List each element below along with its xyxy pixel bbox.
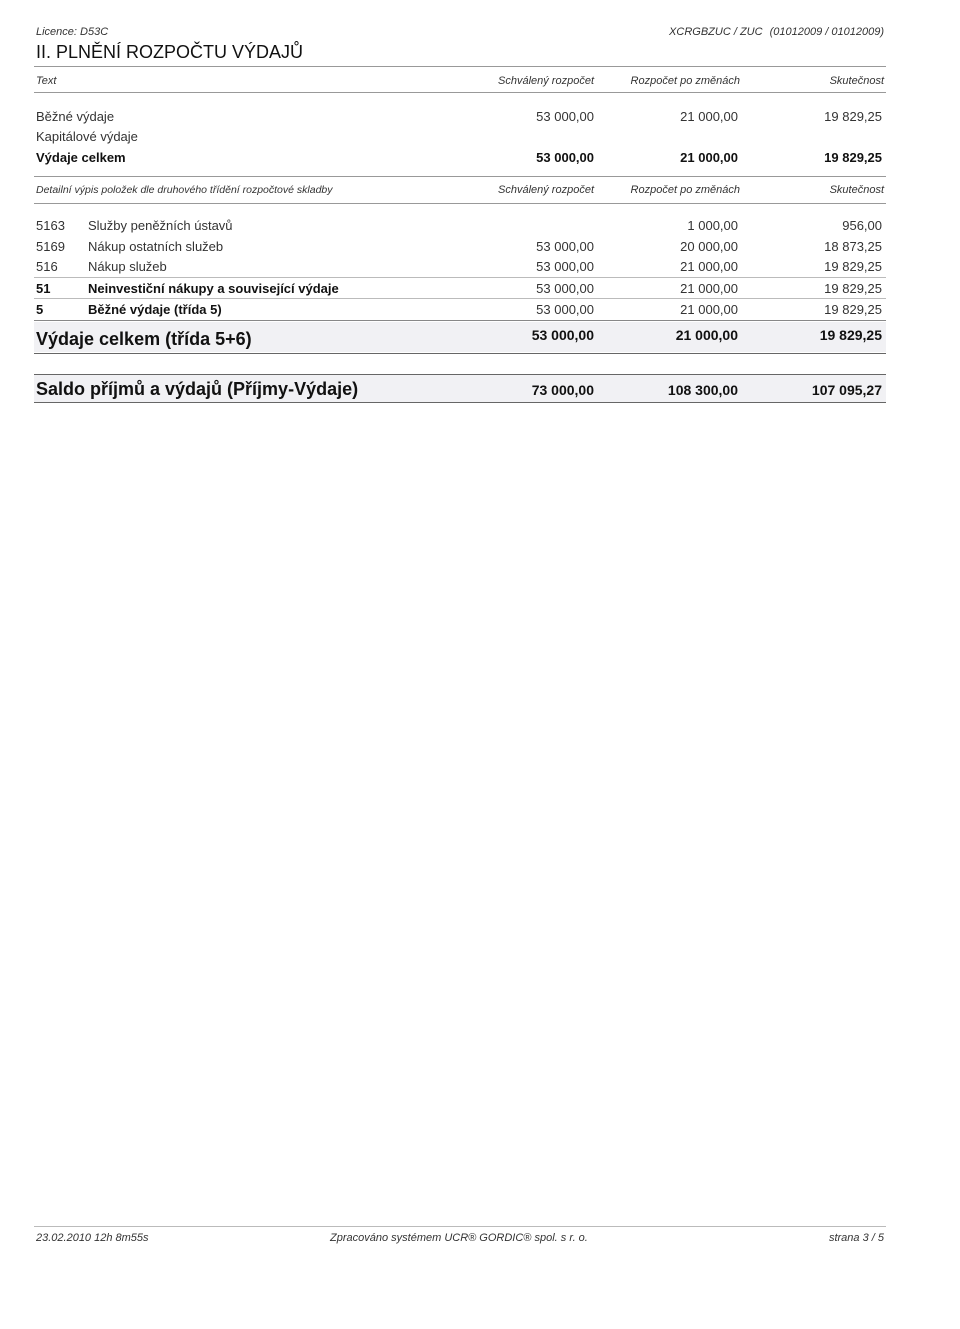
saldo-approved: 73 000,00 — [531, 382, 594, 398]
row-label: Neinvestiční nákupy a související výdaje — [88, 281, 339, 296]
col-header-modified: Rozpočet po změnách — [630, 75, 740, 87]
row-code: 516 — [36, 259, 58, 274]
row-label: Běžné výdaje (třída 5) — [88, 302, 222, 317]
row-actual: 18 873,25 — [824, 239, 882, 254]
row-label: Služby peněžních ústavů — [88, 218, 233, 233]
row-approved: 53 000,00 — [536, 302, 594, 317]
report-code-value: XCRGBZUC / ZUC — [669, 26, 763, 38]
total-actual: 19 829,25 — [819, 327, 882, 343]
report-period: (01012009 / 01012009) — [769, 26, 884, 38]
summary-label: Kapitálové výdaje — [36, 129, 138, 144]
col-header-approved: Schválený rozpočet — [498, 75, 594, 87]
page-title: II. PLNĚNÍ ROZPOČTU VÝDAJŮ — [36, 42, 304, 62]
row-code: 51 — [36, 281, 51, 296]
saldo-modified: 108 300,00 — [667, 382, 738, 398]
detail-header-actual: Skutečnost — [829, 184, 884, 196]
row-code: 5169 — [36, 239, 65, 254]
total-approved: 53 000,00 — [531, 327, 594, 343]
row-modified: 1 000,00 — [687, 218, 738, 233]
summary-label: Výdaje celkem — [36, 150, 126, 165]
col-header-actual: Skutečnost — [829, 75, 884, 87]
summary-approved: 53 000,00 — [536, 150, 594, 165]
row-label: Nákup ostatních služeb — [88, 239, 224, 254]
row-actual: 19 829,25 — [824, 281, 882, 296]
row-actual: 19 829,25 — [824, 259, 882, 274]
licence-label: Licence: D53C — [36, 26, 109, 38]
row-actual: 956,00 — [842, 218, 882, 233]
row-code: 5163 — [36, 218, 65, 233]
row-approved: 53 000,00 — [536, 239, 594, 254]
row-modified: 21 000,00 — [680, 281, 738, 296]
footer-timestamp: 23.02.2010 12h 8m55s — [36, 1232, 149, 1244]
summary-label: Běžné výdaje — [36, 109, 115, 124]
summary-modified: 21 000,00 — [680, 109, 738, 124]
detail-header-modified: Rozpočet po změnách — [630, 184, 740, 196]
row-approved: 53 000,00 — [536, 259, 594, 274]
col-header-text: Text — [36, 75, 57, 87]
saldo-label: Saldo příjmů a výdajů (Příjmy-Výdaje) — [36, 379, 359, 399]
footer-page-number: strana 3 / 5 — [828, 1232, 884, 1244]
row-actual: 19 829,25 — [824, 302, 882, 317]
row-modified: 21 000,00 — [680, 259, 738, 274]
total-label: Výdaje celkem (třída 5+6) — [36, 329, 252, 349]
summary-actual: 19 829,25 — [824, 150, 882, 165]
summary-actual: 19 829,25 — [824, 109, 882, 124]
detail-header-text: Detailní výpis položek dle druhového třídění rozpočtové skladby — [36, 184, 333, 196]
report-code — [669, 26, 884, 38]
detail-header-approved: Schválený rozpočet — [498, 184, 594, 196]
footer-system: Zpracováno systémem UCR® GORDIC® spol. s r. o. — [330, 1232, 588, 1244]
summary-approved: 53 000,00 — [536, 109, 594, 124]
row-modified: 21 000,00 — [680, 302, 738, 317]
total-modified: 21 000,00 — [675, 327, 738, 343]
summary-modified: 21 000,00 — [680, 150, 738, 165]
saldo-actual: 107 095,27 — [811, 382, 882, 398]
row-label: Nákup služeb — [88, 259, 167, 274]
row-approved: 53 000,00 — [536, 281, 594, 296]
row-modified: 20 000,00 — [680, 239, 738, 254]
row-code: 5 — [36, 302, 44, 317]
